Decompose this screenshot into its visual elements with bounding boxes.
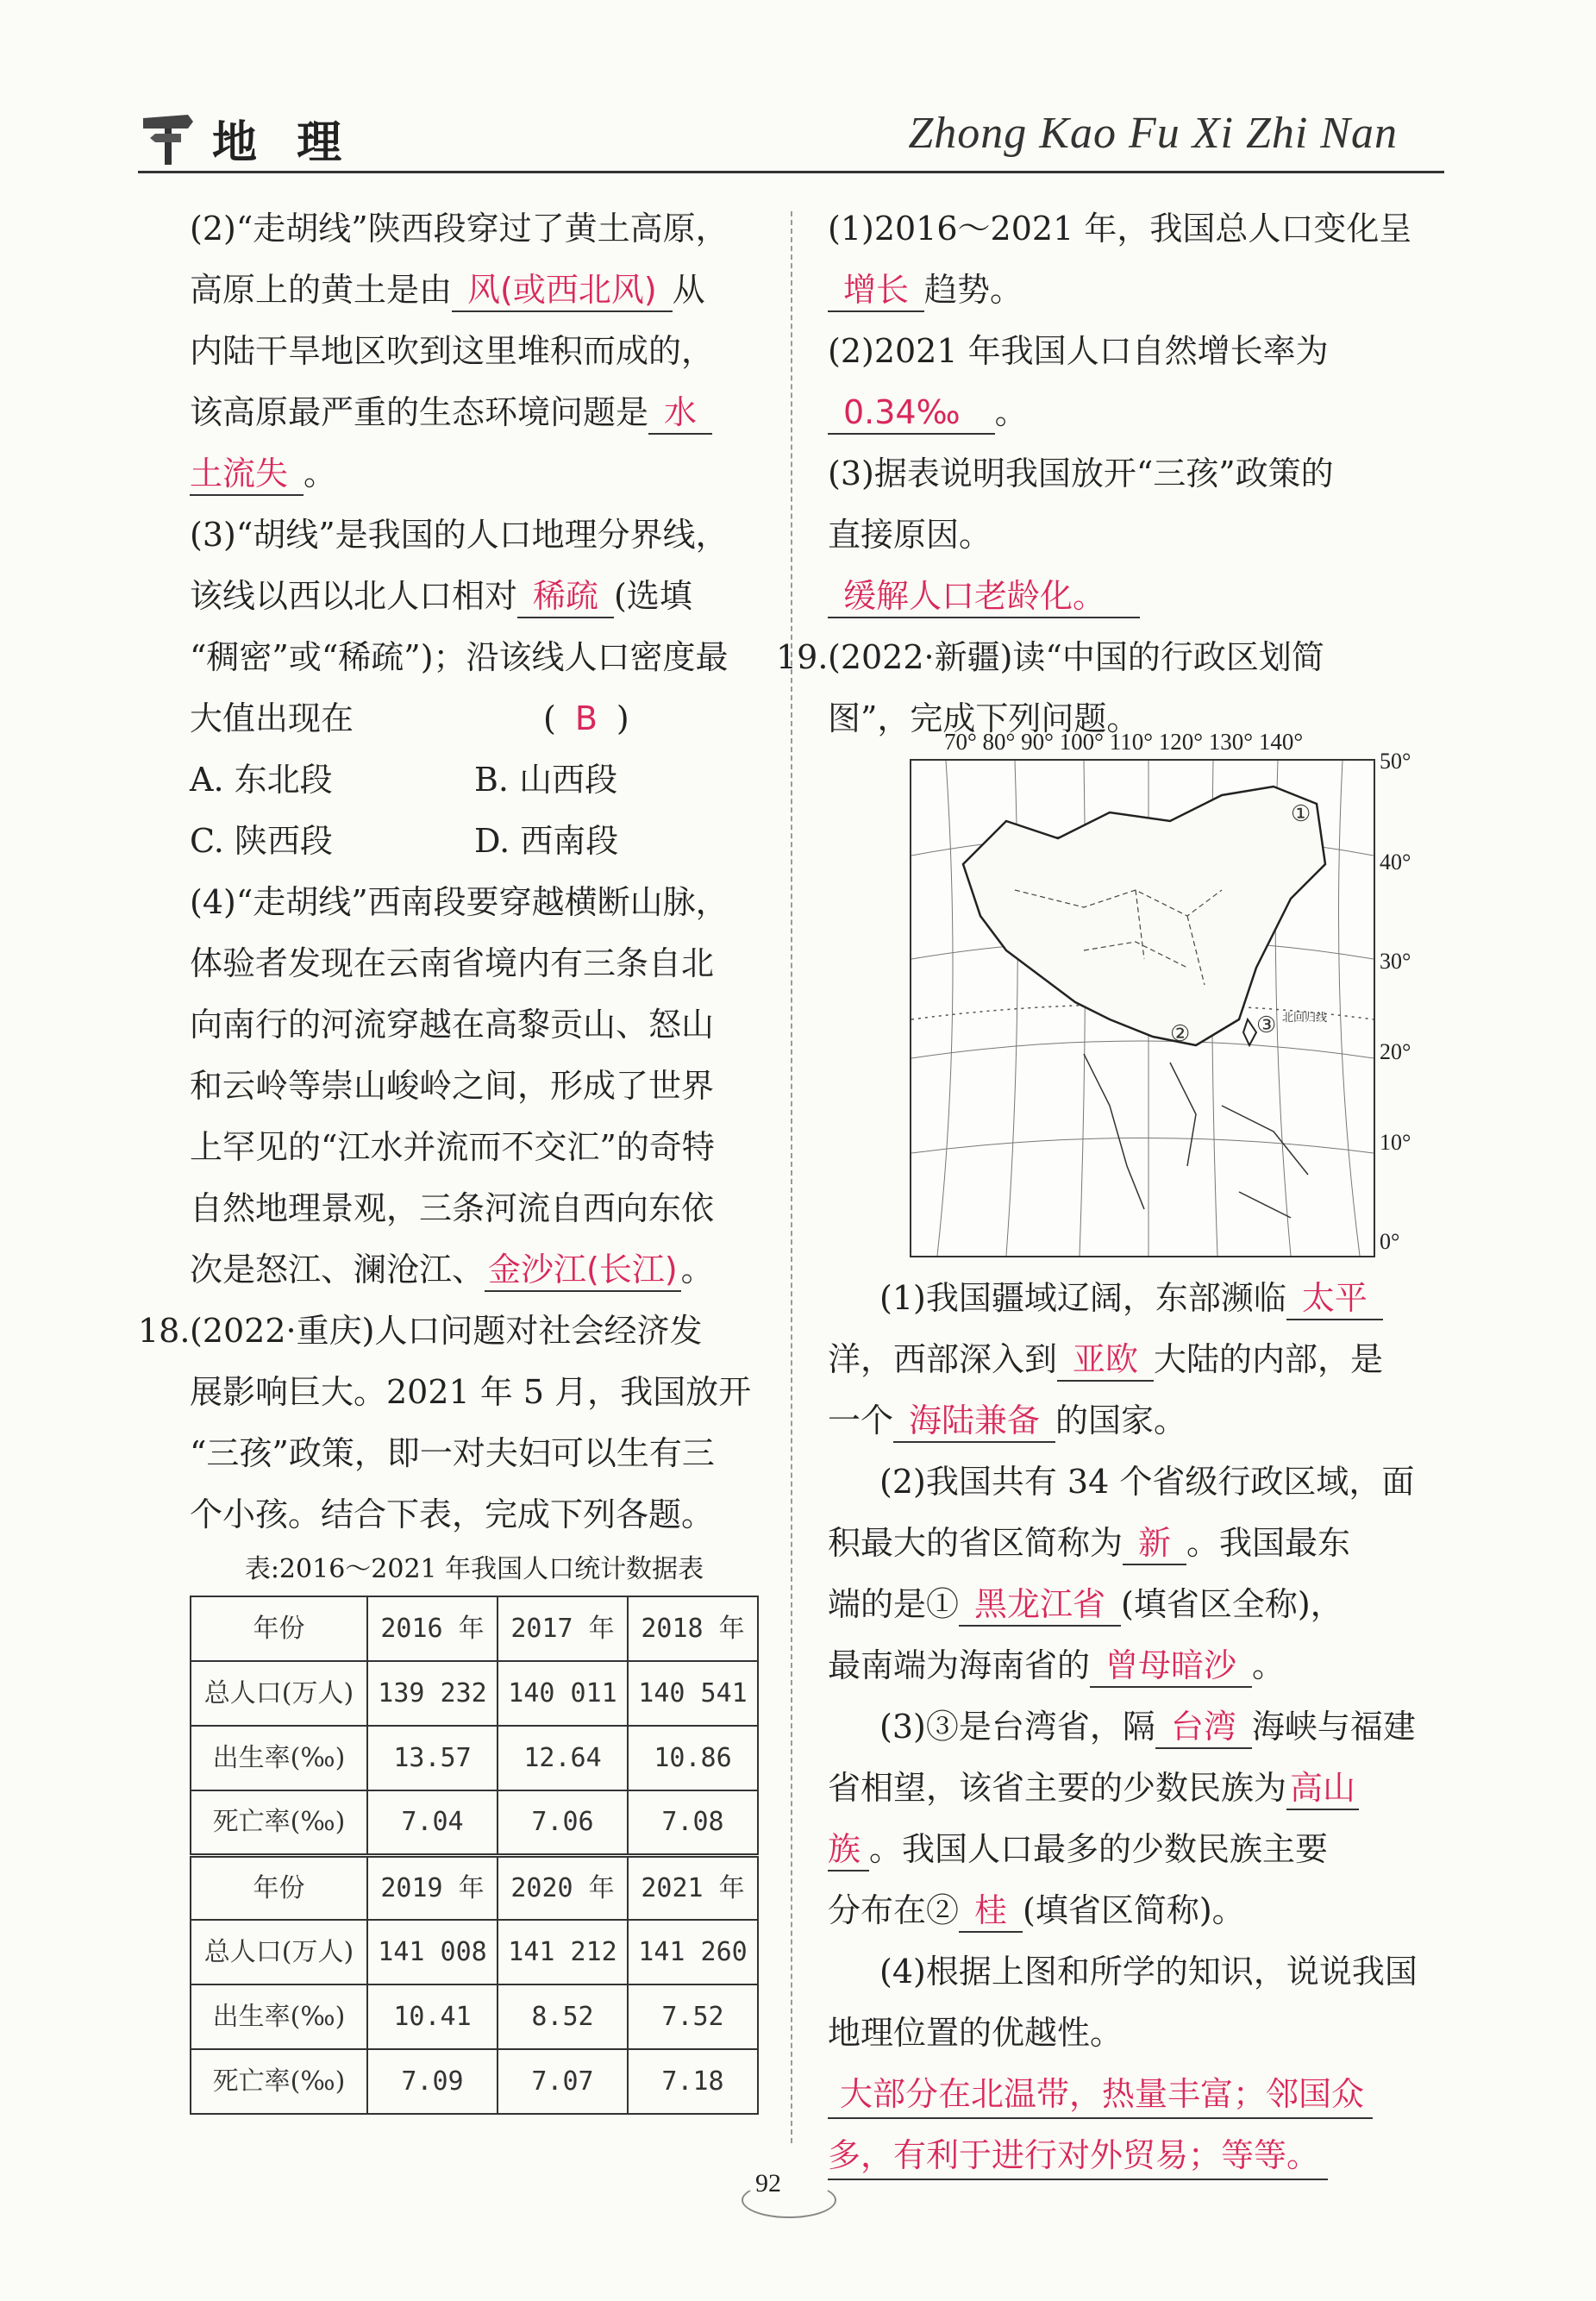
- population-table: [190, 1596, 759, 2115]
- table-row: [191, 1855, 758, 1920]
- table-row: [191, 1726, 758, 1790]
- q19-4-line1: (4)根据上图和所学的知识，说说我国: [879, 1953, 1418, 1991]
- option-d: D. 西南段: [474, 822, 619, 860]
- table-row-header: 死亡率(‰): [191, 2049, 367, 2114]
- q19-4-answer1: [828, 2064, 1466, 2125]
- answer-southernmost: 曾母暗沙: [1090, 1645, 1252, 1688]
- table-cell: 141 260: [628, 1920, 758, 1984]
- table-row: [191, 1790, 758, 1855]
- q19-1-line3: 一个 海陆兼备 的国家。: [828, 1390, 1466, 1451]
- q19-3-line1: (3)③是台湾省，隔 台湾 海峡与福建: [879, 1696, 1466, 1758]
- q4-line5: 上罕见的“江水并流而不交汇”的奇特: [190, 1128, 715, 1166]
- table-cell: 139 232: [367, 1661, 498, 1726]
- q4-line3: 向南行的河流穿越在高黎贡山、怒山: [190, 1006, 715, 1044]
- q19-4-line2: 地理位置的优越性。: [828, 2014, 1123, 2052]
- table-row: [191, 2049, 758, 2114]
- lat-label-10: 10°: [1380, 1130, 1411, 1155]
- lat-label-40: 40°: [1380, 850, 1411, 875]
- table-row-header: 年份: [191, 1855, 367, 1920]
- q2-line4: 该高原最严重的生态环境问题是 水: [190, 382, 759, 443]
- table-cell: 8.52: [498, 1984, 628, 2049]
- q18-line3: “三孩”政策，即一对夫妇可以生有三: [190, 1434, 715, 1472]
- table-cell: 7.18: [628, 2049, 758, 2114]
- q18-1-line2: 增长 趋势。: [828, 260, 1449, 321]
- q3-line2: 该线以西以北人口相对 稀疏 (选填: [190, 566, 759, 627]
- map-drawing: [911, 761, 1374, 1256]
- table-cell: 7.09: [367, 2049, 498, 2114]
- table-cell: 7.06: [498, 1790, 628, 1855]
- header-subject: 地 理: [212, 116, 354, 169]
- table-cell: 7.07: [498, 2049, 628, 2114]
- table-caption: 表:2016～2021 年我国人口统计数据表: [244, 1554, 704, 1584]
- q3-line1: (3)“胡线”是我国的人口地理分界线，: [190, 516, 729, 554]
- q19-answers: [828, 1268, 1466, 2186]
- table-row: [191, 1661, 758, 1726]
- q19-3-line2: 省相望，该省主要的少数民族为 高山: [828, 1758, 1466, 1819]
- option-a: A. 东北段: [190, 761, 333, 799]
- table-cell: 2021 年: [628, 1855, 758, 1920]
- marker-3: ③: [1256, 1013, 1277, 1038]
- answer-choice: B: [574, 699, 598, 737]
- q19-2-line4: 最南端为海南省的 曾母暗沙 。: [828, 1635, 1466, 1696]
- answer-eco-problem-a: 水: [648, 392, 712, 435]
- lat-label-30: 30°: [1380, 949, 1411, 974]
- table-cell: 2016 年: [367, 1596, 498, 1661]
- option-b: B. 山西段: [474, 761, 618, 799]
- option-c: C. 陕西段: [190, 822, 333, 860]
- answer-easternmost: 黑龙江省: [959, 1583, 1121, 1627]
- q18-3-answer: [828, 566, 1449, 627]
- table-cell: 2020 年: [498, 1855, 628, 1920]
- header-series: Zhong Kao Fu Xi Zhi Nan: [908, 109, 1398, 158]
- table-cell: 2018 年: [628, 1596, 758, 1661]
- marker-2: ②: [1170, 1021, 1191, 1047]
- q2-line5: 土流失 。: [190, 443, 759, 505]
- q19-line1: 19.(2022·新疆)读“中国的行政区划简: [828, 627, 1449, 688]
- q3-line4: 大值出现在 ( B ): [190, 699, 629, 737]
- answer-minority-a: 高山: [1286, 1767, 1359, 1810]
- q3-line3: “稠密”或“稀疏”)；沿该线人口密度最: [190, 638, 729, 676]
- left-column: [138, 198, 759, 2115]
- q19-1-line1: (1)我国疆域辽阔，东部濒临 太平: [879, 1268, 1466, 1329]
- answer-loess-wind: 风(或西北风): [452, 269, 673, 312]
- q3-options-row1: [190, 749, 759, 811]
- lat-label-0: 0°: [1380, 1229, 1400, 1254]
- header-rule: [138, 171, 1444, 173]
- q4-line4: 和云岭等崇山峻岭之间，形成了世界: [190, 1067, 715, 1105]
- table-cell: 141 212: [498, 1920, 628, 1984]
- q18-2-line2: 0.34‰ 。: [828, 382, 1449, 443]
- q2-line1: (2)“走胡线”陕西段穿过了黄土高原，: [190, 210, 729, 248]
- answer-river: 金沙江(长江): [485, 1249, 681, 1292]
- table-cell: 140 011: [498, 1661, 628, 1726]
- table-row-header: 总人口(万人): [191, 1661, 367, 1726]
- q4-line2: 体验者发现在云南省境内有三条自北: [190, 944, 715, 982]
- page-number: 92: [755, 2169, 781, 2198]
- answer-land-sea: 海陆兼备: [893, 1400, 1055, 1443]
- table-row-header: 死亡率(‰): [191, 1790, 367, 1855]
- q18-line4: 个小孩。结合下表，完成下列各题。: [190, 1495, 715, 1533]
- q19-2-line1: (2)我国共有 34 个省级行政区域，面: [879, 1463, 1415, 1501]
- answer-ocean: 太平: [1286, 1277, 1383, 1320]
- answer-eco-problem-b: 土流失: [190, 453, 304, 496]
- q18-3-line2: 直接原因。: [828, 516, 992, 554]
- q18-line1: 18.(2022·重庆)人口问题对社会经济发: [190, 1301, 759, 1362]
- table-cell: 12.64: [498, 1726, 628, 1790]
- answer-largest-province: 新: [1123, 1522, 1186, 1565]
- q19-3-line4: 分布在② 桂 (填省区简称)。: [828, 1880, 1466, 1941]
- table-row-header: 总人口(万人): [191, 1920, 367, 1984]
- table-cell: 7.08: [628, 1790, 758, 1855]
- answer-trend: 增长: [828, 269, 924, 312]
- answer-advantage-a: 大部分在北温带，热量丰富；邻国众: [828, 2071, 1373, 2119]
- table-cell: 2017 年: [498, 1596, 628, 1661]
- q19-line2: 图”，完成下列问题。: [828, 699, 1140, 737]
- table-cell: 10.86: [628, 1726, 758, 1790]
- table-cell: 140 541: [628, 1661, 758, 1726]
- q18-3-line1: (3)据表说明我国放开“三孩”政策的: [828, 455, 1334, 492]
- answer-continent: 亚欧: [1057, 1339, 1154, 1382]
- answer-growth-rate: 0.34‰: [828, 392, 995, 435]
- table-row: [191, 1984, 758, 2049]
- signpost-icon: [138, 108, 198, 168]
- answer-density: 稀疏: [517, 575, 614, 618]
- right-column: [776, 198, 1449, 749]
- q18-1-line1: (1)2016～2021 年，我国总人口变化呈: [828, 210, 1412, 248]
- q18-2-line1: (2)2021 年我国人口自然增长率为: [828, 332, 1329, 370]
- table-row-header: 年份: [191, 1596, 367, 1661]
- q19-4-answer2: [828, 2125, 1466, 2186]
- q3-options-row2: [190, 811, 759, 872]
- table-cell: 2019 年: [367, 1855, 498, 1920]
- header-left: [138, 103, 354, 172]
- table-row-header: 出生率(‰): [191, 1726, 367, 1790]
- q2-line3: 内陆干旱地区吹到这里堆积而成的，: [190, 332, 715, 370]
- table-cell: 10.41: [367, 1984, 498, 2049]
- q19-1-line2: 洋，西部深入到 亚欧 大陆的内部，是: [828, 1329, 1466, 1390]
- table-cell: 141 008: [367, 1920, 498, 1984]
- question-number-19: 19.: [776, 638, 829, 676]
- table-row: [191, 1920, 758, 1984]
- table-cell: 7.04: [367, 1790, 498, 1855]
- table-row: [191, 1596, 758, 1661]
- question-number-18: 18.: [138, 1312, 191, 1350]
- answer-strait: 台湾: [1155, 1706, 1252, 1749]
- answer-zhuang-region: 桂: [959, 1890, 1023, 1933]
- table-row-header: 出生率(‰): [191, 1984, 367, 2049]
- q4-line7: 次是怒江、澜沧江、 金沙江(长江) 。: [190, 1239, 759, 1301]
- china-admin-map: [910, 759, 1375, 1257]
- lat-label-20: 20°: [1380, 1039, 1411, 1064]
- q4-line6: 自然地理景观，三条河流自西向东依: [190, 1189, 715, 1227]
- column-divider: [791, 211, 792, 2143]
- tropic-label: 北回归线: [1282, 1012, 1328, 1025]
- q2-line2: 高原上的黄土是由 风(或西北风) 从: [190, 260, 759, 321]
- q19-2-line3: 端的是① 黑龙江省 (填省区全称)，: [828, 1574, 1466, 1635]
- map-longitude-labels: 70° 80° 90° 100° 110° 120° 130° 140°: [944, 729, 1304, 755]
- q19-3-line3: 族 。我国人口最多的少数民族主要: [828, 1819, 1466, 1880]
- table-cell: 13.57: [367, 1726, 498, 1790]
- table-cell: 7.52: [628, 1984, 758, 2049]
- q4-line1: (4)“走胡线”西南段要穿越横断山脉，: [190, 883, 729, 921]
- q19-2-line2: 积最大的省区简称为 新 。我国最东: [828, 1513, 1466, 1574]
- answer-advantage-b: 多，有利于进行对外贸易；等等。: [828, 2132, 1328, 2180]
- marker-1: ①: [1291, 801, 1311, 827]
- lat-label-50: 50°: [1380, 749, 1411, 774]
- answer-reason: 缓解人口老龄化。: [828, 575, 1140, 618]
- answer-minority-b: 族: [828, 1828, 869, 1872]
- q18-line2: 展影响巨大。2021 年 5 月，我国放开: [190, 1373, 752, 1411]
